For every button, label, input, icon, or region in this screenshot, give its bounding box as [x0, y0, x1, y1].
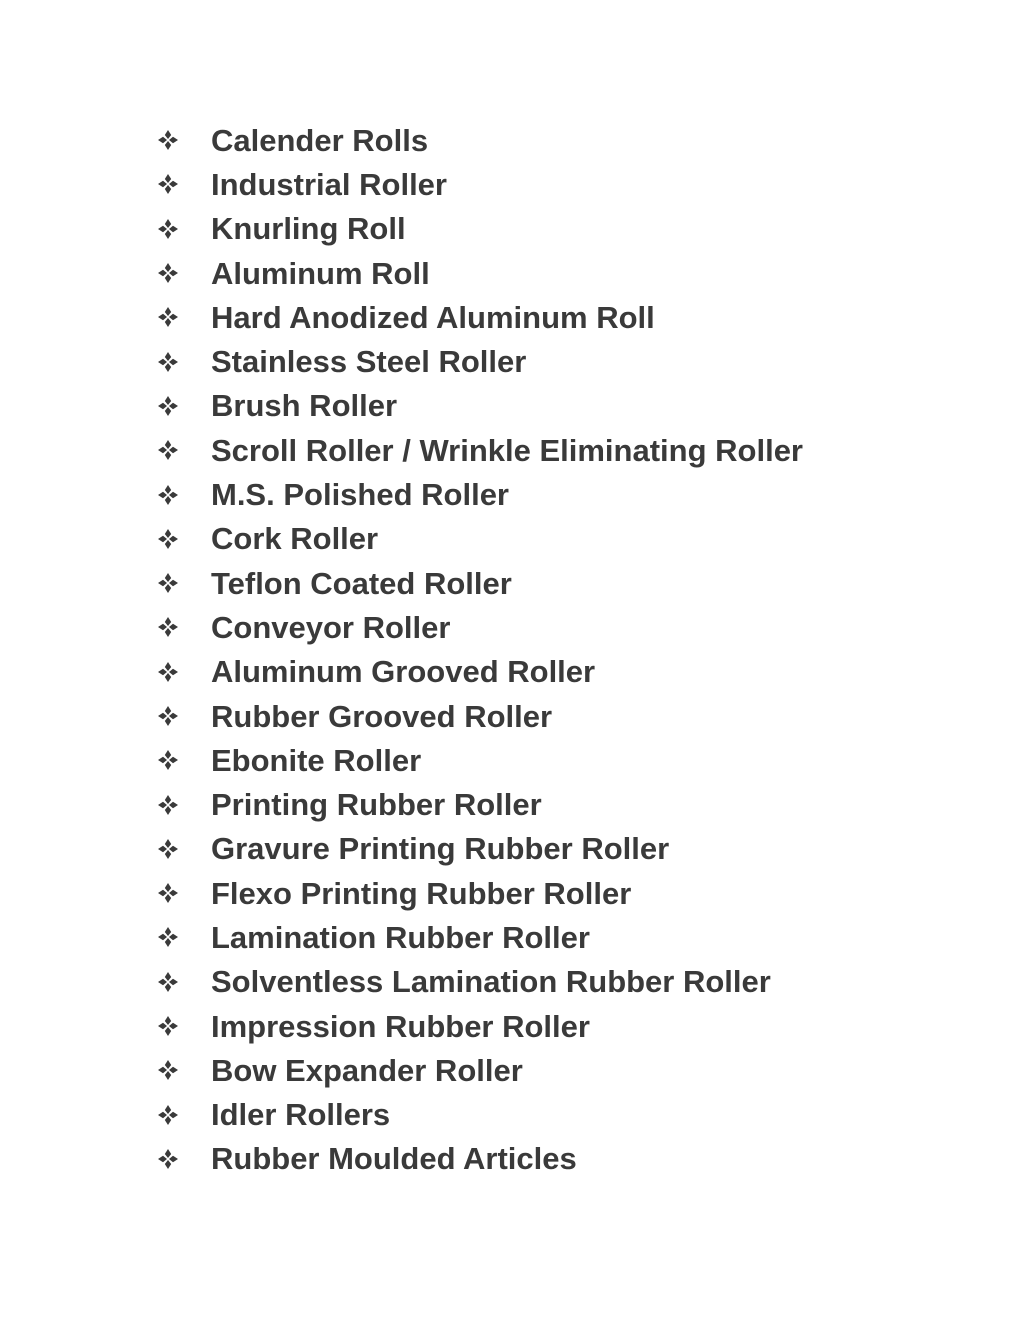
- four-diamond-ornament-icon: [150, 217, 211, 241]
- list-item-label: Gravure Printing Rubber Roller: [211, 831, 670, 867]
- four-diamond-ornament-icon: [150, 1014, 211, 1038]
- list-item-label: Aluminum Roll: [211, 255, 430, 291]
- list-item-label: Hard Anodized Aluminum Roll: [211, 299, 655, 335]
- list-item-label: Idler Rollers: [211, 1097, 391, 1133]
- four-diamond-ornament-icon: [150, 615, 211, 639]
- four-diamond-ornament-icon: [150, 748, 211, 772]
- list-item: [150, 915, 803, 959]
- four-diamond-ornament-icon: [150, 305, 211, 329]
- list-item-label: Industrial Roller: [211, 166, 447, 202]
- list-item-label: Bow Expander Roller: [211, 1052, 523, 1088]
- list-item-label: Teflon Coated Roller: [211, 565, 512, 601]
- four-diamond-ornament-icon: [150, 1147, 211, 1171]
- list-item-label: Ebonite Roller: [211, 742, 422, 778]
- four-diamond-ornament-icon: [150, 660, 211, 684]
- list-item-label: Brush Roller: [211, 388, 398, 424]
- list-item: [150, 694, 803, 738]
- list-item: [150, 1004, 803, 1048]
- list-item: [150, 162, 803, 206]
- list-item-label: Calender Rolls: [211, 122, 429, 158]
- four-diamond-ornament-icon: [150, 438, 211, 462]
- list-item: [150, 295, 803, 339]
- list-item-label: Conveyor Roller: [211, 609, 451, 645]
- list-item-label: Rubber Grooved Roller: [211, 698, 553, 734]
- product-list: [150, 118, 803, 1181]
- four-diamond-ornament-icon: [150, 793, 211, 817]
- list-item: [150, 960, 803, 1004]
- four-diamond-ornament-icon: [150, 172, 211, 196]
- list-item: [150, 1048, 803, 1092]
- four-diamond-ornament-icon: [150, 970, 211, 994]
- list-item: [150, 1137, 803, 1181]
- list-item-label: Impression Rubber Roller: [211, 1008, 590, 1044]
- list-item-label: Cork Roller: [211, 521, 379, 557]
- list-item: [150, 472, 803, 516]
- four-diamond-ornament-icon: [150, 704, 211, 728]
- four-diamond-ornament-icon: [150, 1058, 211, 1082]
- list-item-label: Lamination Rubber Roller: [211, 919, 590, 955]
- four-diamond-ornament-icon: [150, 527, 211, 551]
- list-item: [150, 384, 803, 428]
- four-diamond-ornament-icon: [150, 394, 211, 418]
- list-item: [150, 207, 803, 251]
- four-diamond-ornament-icon: [150, 881, 211, 905]
- list-item: [150, 118, 803, 162]
- list-item: [150, 1093, 803, 1137]
- list-item-label: Aluminum Grooved Roller: [211, 654, 596, 690]
- list-item-label: Stainless Steel Roller: [211, 344, 527, 380]
- list-item: [150, 650, 803, 694]
- four-diamond-ornament-icon: [150, 483, 211, 507]
- list-item: [150, 738, 803, 782]
- four-diamond-ornament-icon: [150, 837, 211, 861]
- four-diamond-ornament-icon: [150, 571, 211, 595]
- list-item-label: Solventless Lamination Rubber Roller: [211, 964, 771, 1000]
- list-item-label: Printing Rubber Roller: [211, 787, 542, 823]
- list-item-label: M.S. Polished Roller: [211, 477, 509, 513]
- four-diamond-ornament-icon: [150, 925, 211, 949]
- list-item-label: Flexo Printing Rubber Roller: [211, 875, 632, 911]
- four-diamond-ornament-icon: [150, 350, 211, 374]
- list-item: [150, 561, 803, 605]
- list-item-label: Knurling Roll: [211, 211, 406, 247]
- list-item: [150, 605, 803, 649]
- list-item: [150, 251, 803, 295]
- list-item: [150, 782, 803, 826]
- list-item-label: Rubber Moulded Articles: [211, 1141, 577, 1177]
- list-item: [150, 871, 803, 915]
- list-item: [150, 517, 803, 561]
- list-item: [150, 827, 803, 871]
- list-item: [150, 428, 803, 472]
- four-diamond-ornament-icon: [150, 128, 211, 152]
- list-item: [150, 339, 803, 383]
- four-diamond-ornament-icon: [150, 261, 211, 285]
- list-item-label: Scroll Roller / Wrinkle Eliminating Roller: [211, 432, 803, 468]
- four-diamond-ornament-icon: [150, 1103, 211, 1127]
